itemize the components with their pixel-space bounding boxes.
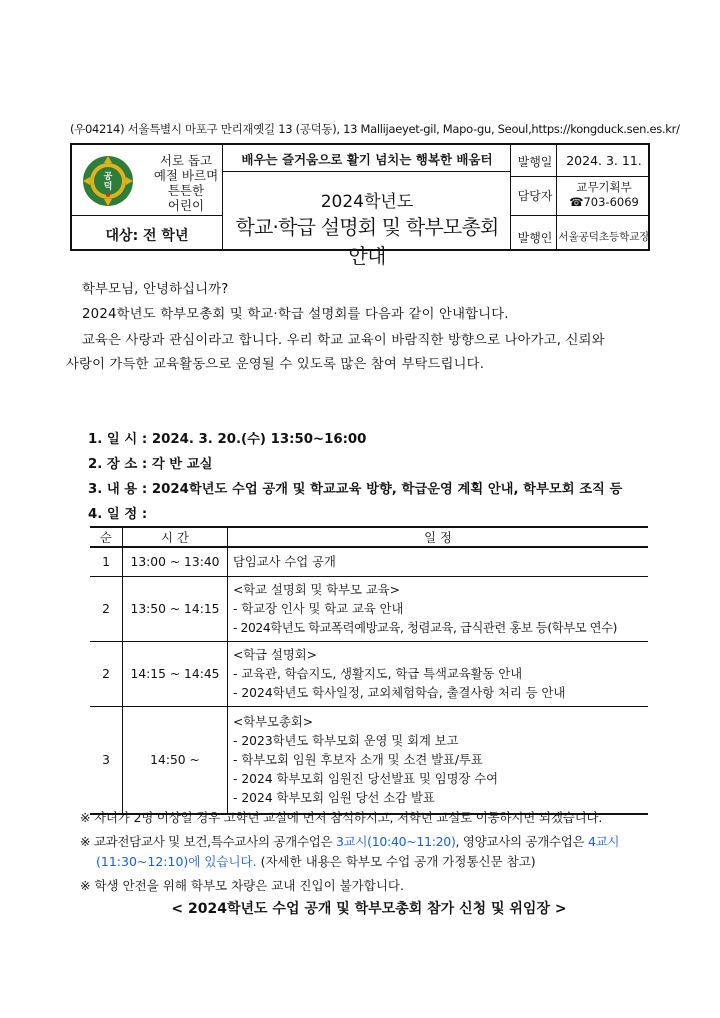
- table-row: [90, 707, 648, 815]
- issue-date: 2024. 3. 11.: [566, 153, 642, 168]
- row-time: 14:50 ~: [123, 707, 228, 815]
- form-section-title: < 2024학년도 수업 공개 및 학부모총회 참가 신청 및 위임장 >: [171, 901, 567, 917]
- row-number: 3: [90, 707, 123, 815]
- row-number: 1: [90, 547, 123, 577]
- column-header: 순: [90, 527, 123, 547]
- row-content: <학급 설명회> - 교육관, 학습지도, 생활지도, 학급 특색교육활동 안내 - 2024학년도 학사일정, 교외체험학습, 출결사항 처리 등 안내: [228, 642, 649, 707]
- body-line: 교육은 사랑과 관심이라고 합니다. 우리 학교 교육이 바람직한 방향으로 나아가고, 신뢰와: [82, 333, 605, 348]
- publisher: 서울공덕초등학교장: [558, 231, 650, 243]
- letter-header: [70, 143, 650, 268]
- contact-label: 담당자: [517, 189, 553, 203]
- period-3-time: 3교시(10:40~11:20): [335, 834, 456, 849]
- period-4-label: 4교시: [587, 834, 620, 849]
- contact-dept: 교무기획부: [576, 180, 632, 194]
- school-address: (우04214) 서울특별시 마포구 만리재옛길 13 (공덕동), 13 Mallijaeyet-gil, Mapo-gu, Seoul,https://kongduck.sen.es.kr/: [70, 122, 680, 136]
- note-siblings: ※ 자녀가 2명 이상일 경우 고학년 교실에 먼저 참석하시고, 저학년 교실로 이동하시면 되겠습니다.: [80, 810, 603, 825]
- event-date: 1. 일 시 : 2024. 3. 20.(수) 13:50~16:00: [88, 432, 367, 447]
- event-schedule-label: 4. 일 정 :: [88, 507, 148, 522]
- table-row: [90, 577, 648, 642]
- title-year: 2024학년도: [320, 192, 414, 212]
- row-time: 13:00 ~ 13:40: [123, 547, 228, 577]
- note-open-class-cont: (11:30~12:10)에 있습니다. (자세한 내용은 학부모 수업 공개 가정통신문 참고): [96, 854, 536, 869]
- publisher-label: 발행인: [517, 231, 553, 245]
- greeting: 학부모님, 안녕하십니까?: [82, 282, 229, 297]
- event-place: 2. 장 소 : 각 반 교실: [88, 457, 213, 472]
- row-time: 14:15 ~ 14:45: [123, 642, 228, 707]
- table-row: [90, 547, 648, 577]
- column-header: 시 간: [123, 527, 228, 547]
- event-content: 3. 내 용 : 2024학년도 수업 공개 및 학교교육 방향, 학급운영 계획 안내, 학부모회 조직 등: [88, 482, 623, 497]
- intro-line: 2024학년도 학부모총회 및 학교·학급 설명회를 다음과 같이 안내합니다.: [82, 307, 509, 322]
- body-line: 사랑이 가득한 교육활동으로 운영될 수 있도록 많은 참여 부탁드립니다.: [66, 357, 485, 372]
- row-number: 2: [90, 642, 123, 707]
- row-content: 담임교사 수업 공개: [228, 547, 649, 577]
- school-slogan: 배우는 즐거움으로 활기 넘치는 행복한 배움터: [241, 152, 493, 167]
- row-number: 2: [90, 577, 123, 642]
- row-content: <학부모총회> - 2023학년도 학부모회 운영 및 회계 보고 - 학부모회 임원 후보자 소개 및 소견 발표/투표 - 2024 학부모회 임원진 당선발표 및 임명장 수여 - 2024 학부모회 임원 당선 소감 발표: [228, 707, 649, 815]
- svg-text:공: 공: [103, 172, 113, 182]
- table-row: [90, 642, 648, 707]
- target-audience: 대상: 전 학년: [105, 228, 189, 244]
- table-header-row: [90, 527, 648, 547]
- note-vehicle: ※ 학생 안전을 위해 학부모 차량은 교내 진입이 불가합니다.: [80, 878, 404, 893]
- page-title: 학교·학급 설명회 및 학부모총회 안내: [235, 215, 499, 268]
- schedule-table: [90, 526, 648, 815]
- column-header: 일 정: [228, 527, 649, 547]
- note-open-class: ※ 교과전담교사 및 보건,특수교사의 공개수업은 3교시(10:40~11:20), 영양교사의 공개수업은 4교시: [80, 834, 620, 849]
- contact-phone: ☎703-6069: [569, 195, 639, 209]
- row-content: <학교 설명회 및 학부모 교육> - 학교장 인사 및 학교 교육 안내 - 2024학년도 학교폭력예방교육, 청렴교육, 급식관련 홍보 등(학부모 연수): [228, 577, 649, 642]
- svg-text:덕: 덕: [103, 182, 113, 192]
- school-motto: 서로 돕고 예절 바르며 튼튼한 어린이: [153, 153, 219, 213]
- row-time: 13:50 ~ 14:15: [123, 577, 228, 642]
- school-emblem-icon: [82, 155, 134, 207]
- issue-date-label: 발행일: [517, 155, 553, 169]
- period-4-time: (11:30~12:10)에 있습니다.: [96, 854, 257, 869]
